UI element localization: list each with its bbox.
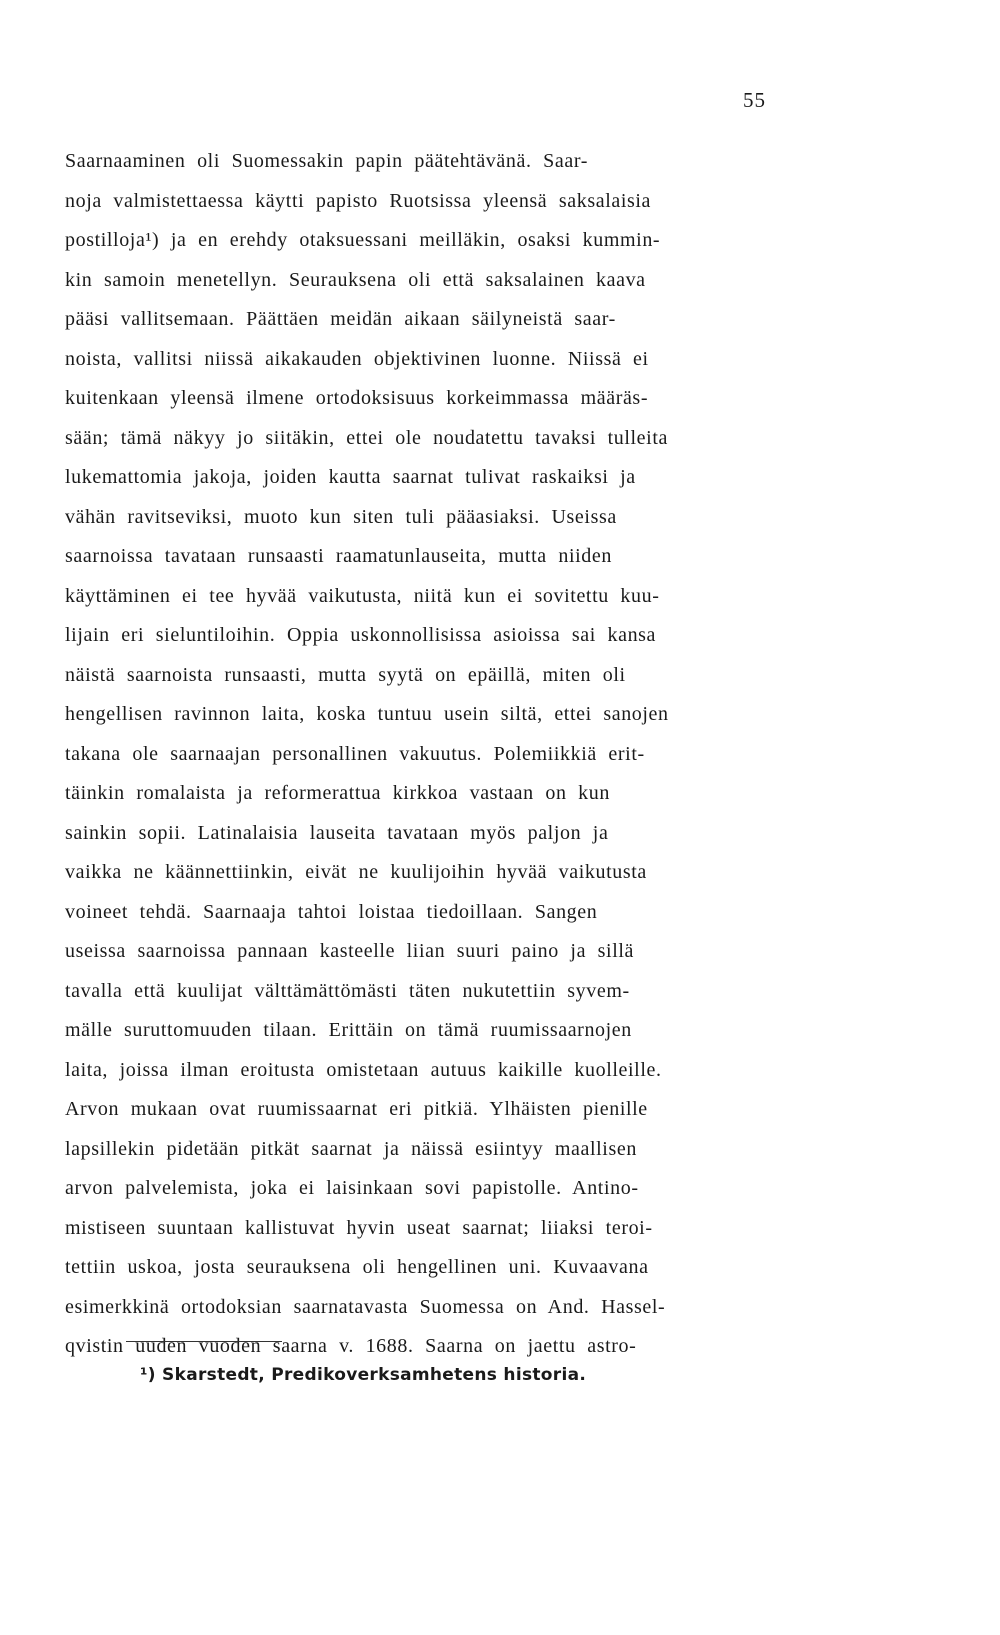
- footnote: [140, 1365, 586, 1385]
- page-number: 55: [743, 88, 766, 112]
- footnote-marker: ¹): [140, 1365, 156, 1385]
- footnote-text: Skarstedt, Predikoverksamhetens historia.: [162, 1365, 587, 1385]
- footnote-divider: [126, 1341, 282, 1342]
